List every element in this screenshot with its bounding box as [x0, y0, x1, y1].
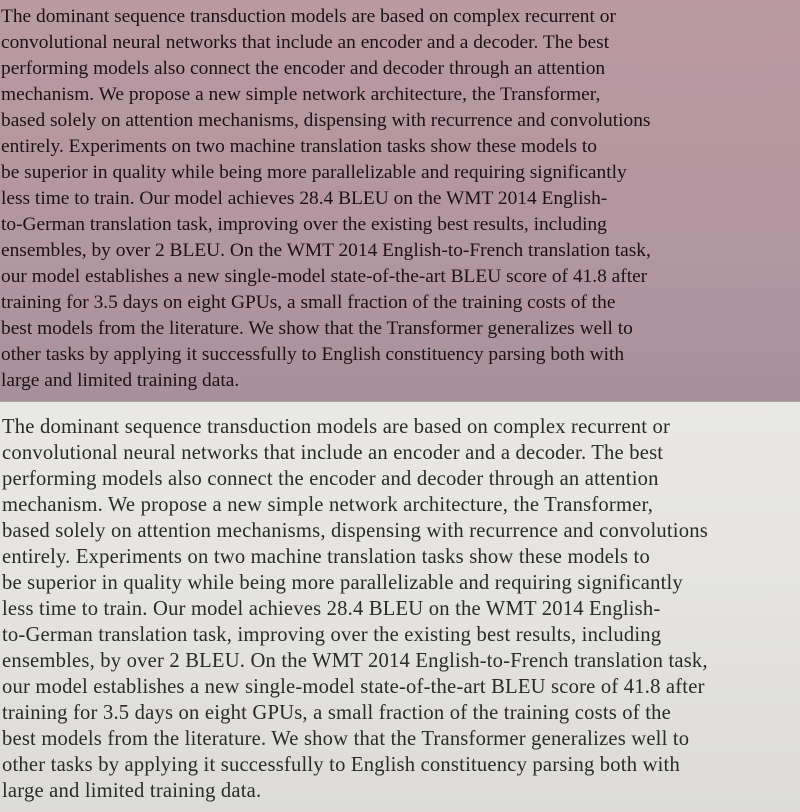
text-line: to-German translation task, improving over the existing best results, including	[1, 214, 607, 235]
text-line: entirely. Experiments on two machine translation tasks show these models to	[1, 136, 597, 157]
text-line: mechanism. We propose a new simple network architecture, the Transformer,	[2, 494, 654, 516]
text-line: based solely on attention mechanisms, dispensing with recurrence and convolutions	[1, 110, 651, 131]
text-line: mechanism. We propose a new simple network architecture, the Transformer,	[1, 84, 601, 105]
text-line: The dominant sequence transduction models are based on complex recurrent or	[1, 6, 616, 27]
text-line: our model establishes a new single-model state-of-the-art BLEU score of 41.8 after	[2, 676, 705, 698]
text-line: be superior in quality while being more parallelizable and requiring significantly	[1, 162, 627, 183]
bottom-paragraph	[2, 414, 708, 804]
text-line: based solely on attention mechanisms, dispensing with recurrence and convolutions	[2, 520, 708, 542]
text-line: other tasks by applying it successfully to English constituency parsing both with	[2, 754, 680, 776]
text-line: large and limited training data.	[1, 370, 240, 391]
text-line: large and limited training data.	[2, 780, 262, 802]
text-line: to-German translation task, improving over the existing best results, including	[2, 624, 662, 646]
text-line: performing models also connect the encoder and decoder through an attention	[2, 468, 659, 490]
text-line: be superior in quality while being more parallelizable and requiring significantly	[2, 572, 683, 594]
text-line: less time to train. Our model achieves 28.4 BLEU on the WMT 2014 English-	[2, 598, 661, 620]
text-line: best models from the literature. We show that the Transformer generalizes well to	[1, 318, 633, 339]
text-line: performing models also connect the encoder and decoder through an attention	[1, 58, 606, 79]
top-photo-excerpt	[0, 0, 800, 402]
text-line: our model establishes a new single-model state-of-the-art BLEU score of 41.8 after	[1, 266, 648, 287]
text-line: training for 3.5 days on eight GPUs, a small fraction of the training costs of the	[2, 702, 671, 724]
text-line: less time to train. Our model achieves 28.4 BLEU on the WMT 2014 English-	[1, 188, 608, 209]
text-line: training for 3.5 days on eight GPUs, a small fraction of the training costs of the	[1, 292, 616, 313]
top-paragraph	[1, 4, 651, 394]
text-line: other tasks by applying it successfully to English constituency parsing both with	[1, 344, 625, 365]
text-line: convolutional neural networks that include an encoder and a decoder. The best	[1, 32, 610, 53]
bottom-photo-excerpt	[0, 402, 800, 812]
text-line: entirely. Experiments on two machine translation tasks show these models to	[2, 546, 650, 568]
text-line: The dominant sequence transduction models are based on complex recurrent or	[2, 416, 671, 438]
text-line: best models from the literature. We show that the Transformer generalizes well to	[2, 728, 690, 750]
text-line: ensembles, by over 2 BLEU. On the WMT 2014 English-to-French translation task,	[1, 240, 651, 261]
text-line: ensembles, by over 2 BLEU. On the WMT 2014 English-to-French translation task,	[2, 650, 708, 672]
text-line: convolutional neural networks that include an encoder and a decoder. The best	[2, 442, 664, 464]
